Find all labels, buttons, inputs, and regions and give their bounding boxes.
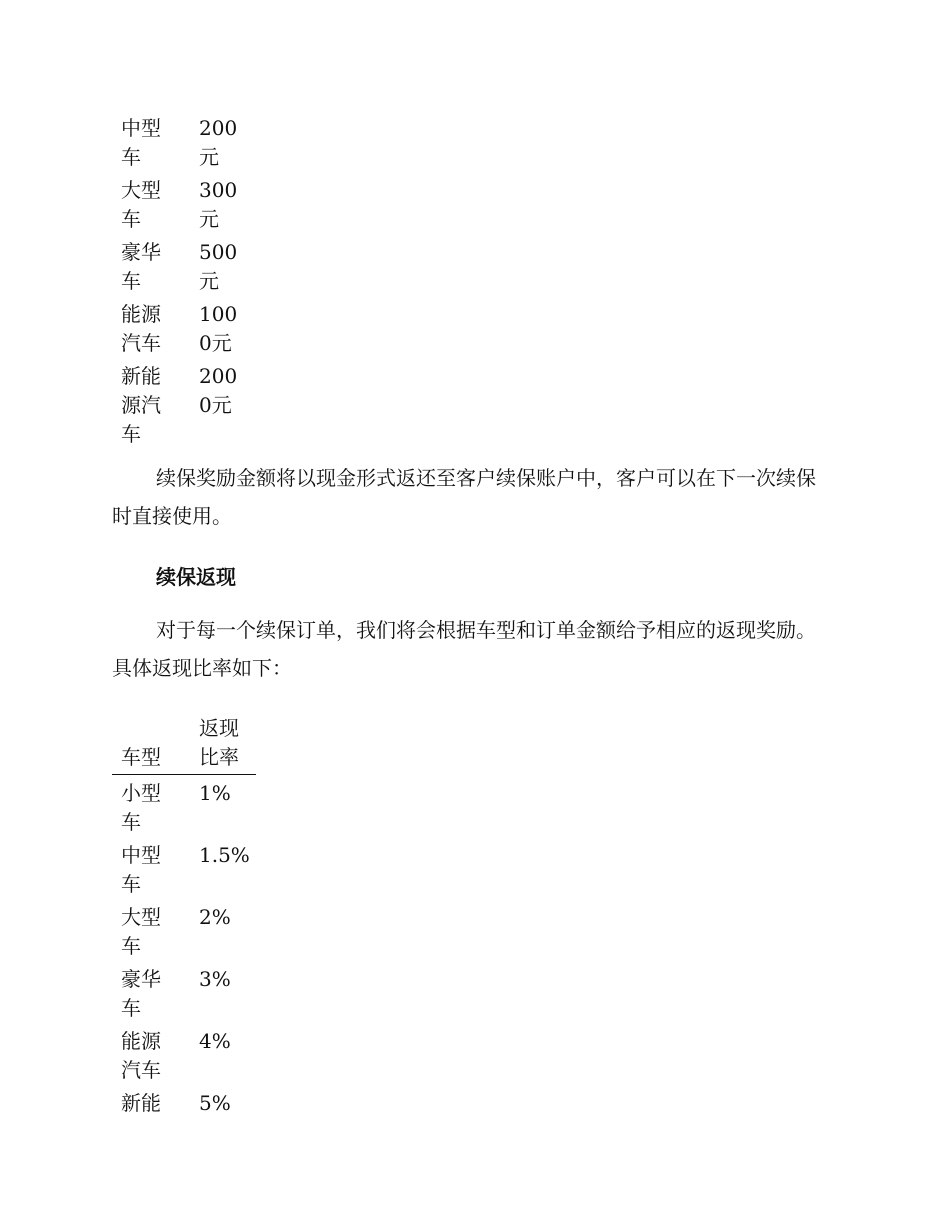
table-row [121, 1027, 256, 1085]
cashback-rate-table [112, 714, 256, 1122]
vehicle-type-cell: 新能 [121, 1091, 161, 1115]
rate-cell: 1% [199, 781, 231, 805]
cashback-intro-paragraph: 对于每一个续保订单，我们将会根据车型和订单金额给予相应的返现奖励。具体返现比率如下： [112, 618, 816, 680]
table-row [121, 362, 321, 449]
rate-cell: 4% [199, 1029, 231, 1053]
vehicle-type-cell: 豪华车 [121, 240, 161, 293]
vehicle-type-cell: 能源汽车 [121, 1029, 161, 1082]
table-header [112, 714, 256, 775]
rate-cell: 5% [199, 1091, 231, 1115]
vehicle-type-cell: 中型车 [121, 843, 161, 896]
header-vehicle-type: 车型 [121, 745, 161, 769]
reward-amount-table [121, 114, 321, 453]
table-row [121, 114, 321, 172]
table-row [121, 779, 256, 837]
vehicle-type-cell: 大型车 [121, 178, 161, 231]
vehicle-type-cell: 能源汽车 [121, 302, 161, 355]
rate-cell: 3% [199, 967, 231, 991]
vehicle-type-cell: 小型车 [121, 781, 161, 834]
amount-cell: 200元 [199, 116, 238, 169]
amount-cell: 1000元 [199, 302, 238, 355]
reward-description-paragraph: 续保奖励金额将以现金形式返还至客户续保账户中，客户可以在下一次续保时直接使用。 [112, 466, 816, 528]
header-cashback-rate: 返现比率 [199, 716, 239, 769]
table-row [121, 300, 321, 358]
section-heading: 续保返现 [156, 565, 236, 589]
table-row [121, 841, 256, 899]
rate-cell: 2% [199, 905, 231, 929]
table-row [121, 1089, 256, 1118]
table-row [121, 965, 256, 1023]
table-row [121, 176, 321, 234]
amount-cell: 300元 [199, 178, 238, 231]
vehicle-type-cell: 大型车 [121, 905, 161, 958]
amount-cell: 2000元 [199, 364, 238, 417]
rate-cell: 1.5% [199, 843, 250, 867]
table-row [121, 238, 321, 296]
vehicle-type-cell: 豪华车 [121, 967, 161, 1020]
vehicle-type-cell: 新能源汽车 [121, 364, 161, 446]
amount-cell: 500元 [199, 240, 238, 293]
vehicle-type-cell: 中型车 [121, 116, 161, 169]
table-row [121, 903, 256, 961]
